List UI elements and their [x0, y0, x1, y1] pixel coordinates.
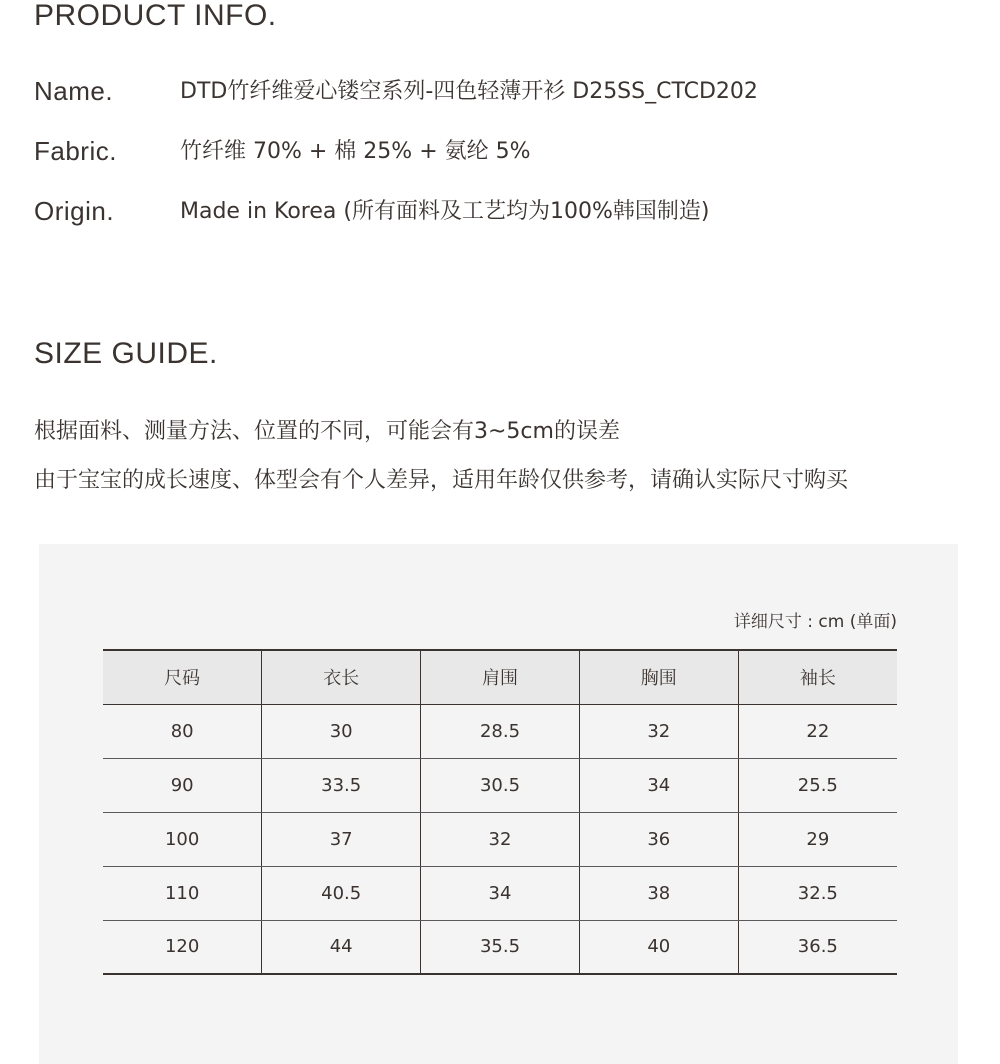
size-note-measurement: 根据面料、测量方法、位置的不同，可能会有3~5cm的误差	[34, 419, 620, 444]
table-cell: 37	[262, 812, 421, 866]
table-cell: 32	[421, 812, 580, 866]
header-shoulder: 肩围	[421, 650, 580, 704]
size-table	[103, 649, 897, 975]
size-chart-panel	[39, 544, 958, 1064]
fabric-value: 竹纤维 70% + 棉 25% + 氨纶 5%	[180, 138, 531, 164]
info-row-name	[34, 71, 758, 111]
unit-note: 详细尺寸 : cm (单面)	[733, 612, 897, 632]
table-cell: 28.5	[421, 704, 580, 758]
table-cell: 44	[262, 920, 421, 974]
table-row	[103, 920, 897, 974]
size-note-age: 由于宝宝的成长速度、体型会有个人差异，适用年龄仅供参考，请确认实际尺寸购买	[34, 468, 849, 493]
table-cell: 29	[738, 812, 897, 866]
name-label: Name.	[34, 75, 114, 106]
table-cell: 25.5	[738, 758, 897, 812]
table-cell: 40	[579, 920, 738, 974]
table-row	[103, 704, 897, 758]
table-cell: 120	[103, 920, 262, 974]
table-cell: 36	[579, 812, 738, 866]
table-cell: 38	[579, 866, 738, 920]
header-sleeve: 袖长	[738, 650, 897, 704]
name-value: DTD竹纤维爱心镂空系列-四色轻薄开衫 D25SS_CTCD202	[180, 78, 758, 104]
table-cell: 22	[738, 704, 897, 758]
table-row	[103, 812, 897, 866]
table-cell: 100	[103, 812, 262, 866]
table-cell: 33.5	[262, 758, 421, 812]
table-cell: 110	[103, 866, 262, 920]
header-size: 尺码	[103, 650, 262, 704]
header-length: 衣长	[262, 650, 421, 704]
origin-value: Made in Korea (所有面料及工艺均为100%韩国制造)	[180, 198, 710, 224]
table-cell: 30.5	[421, 758, 580, 812]
table-cell: 90	[103, 758, 262, 812]
info-row-origin	[34, 191, 709, 231]
info-row-fabric	[34, 131, 531, 171]
table-cell: 30	[262, 704, 421, 758]
size-guide-title: SIZE GUIDE.	[34, 337, 218, 370]
table-row	[103, 866, 897, 920]
origin-label: Origin.	[34, 195, 115, 226]
table-cell: 40.5	[262, 866, 421, 920]
table-cell: 32	[579, 704, 738, 758]
table-cell: 34	[579, 758, 738, 812]
table-cell: 35.5	[421, 920, 580, 974]
product-info-title: PRODUCT INFO.	[34, 0, 277, 32]
fabric-label: Fabric.	[34, 135, 117, 166]
table-cell: 34	[421, 866, 580, 920]
header-chest: 胸围	[579, 650, 738, 704]
table-cell: 80	[103, 704, 262, 758]
table-row	[103, 758, 897, 812]
size-table-header-row	[103, 650, 897, 704]
table-cell: 32.5	[738, 866, 897, 920]
table-cell: 36.5	[738, 920, 897, 974]
